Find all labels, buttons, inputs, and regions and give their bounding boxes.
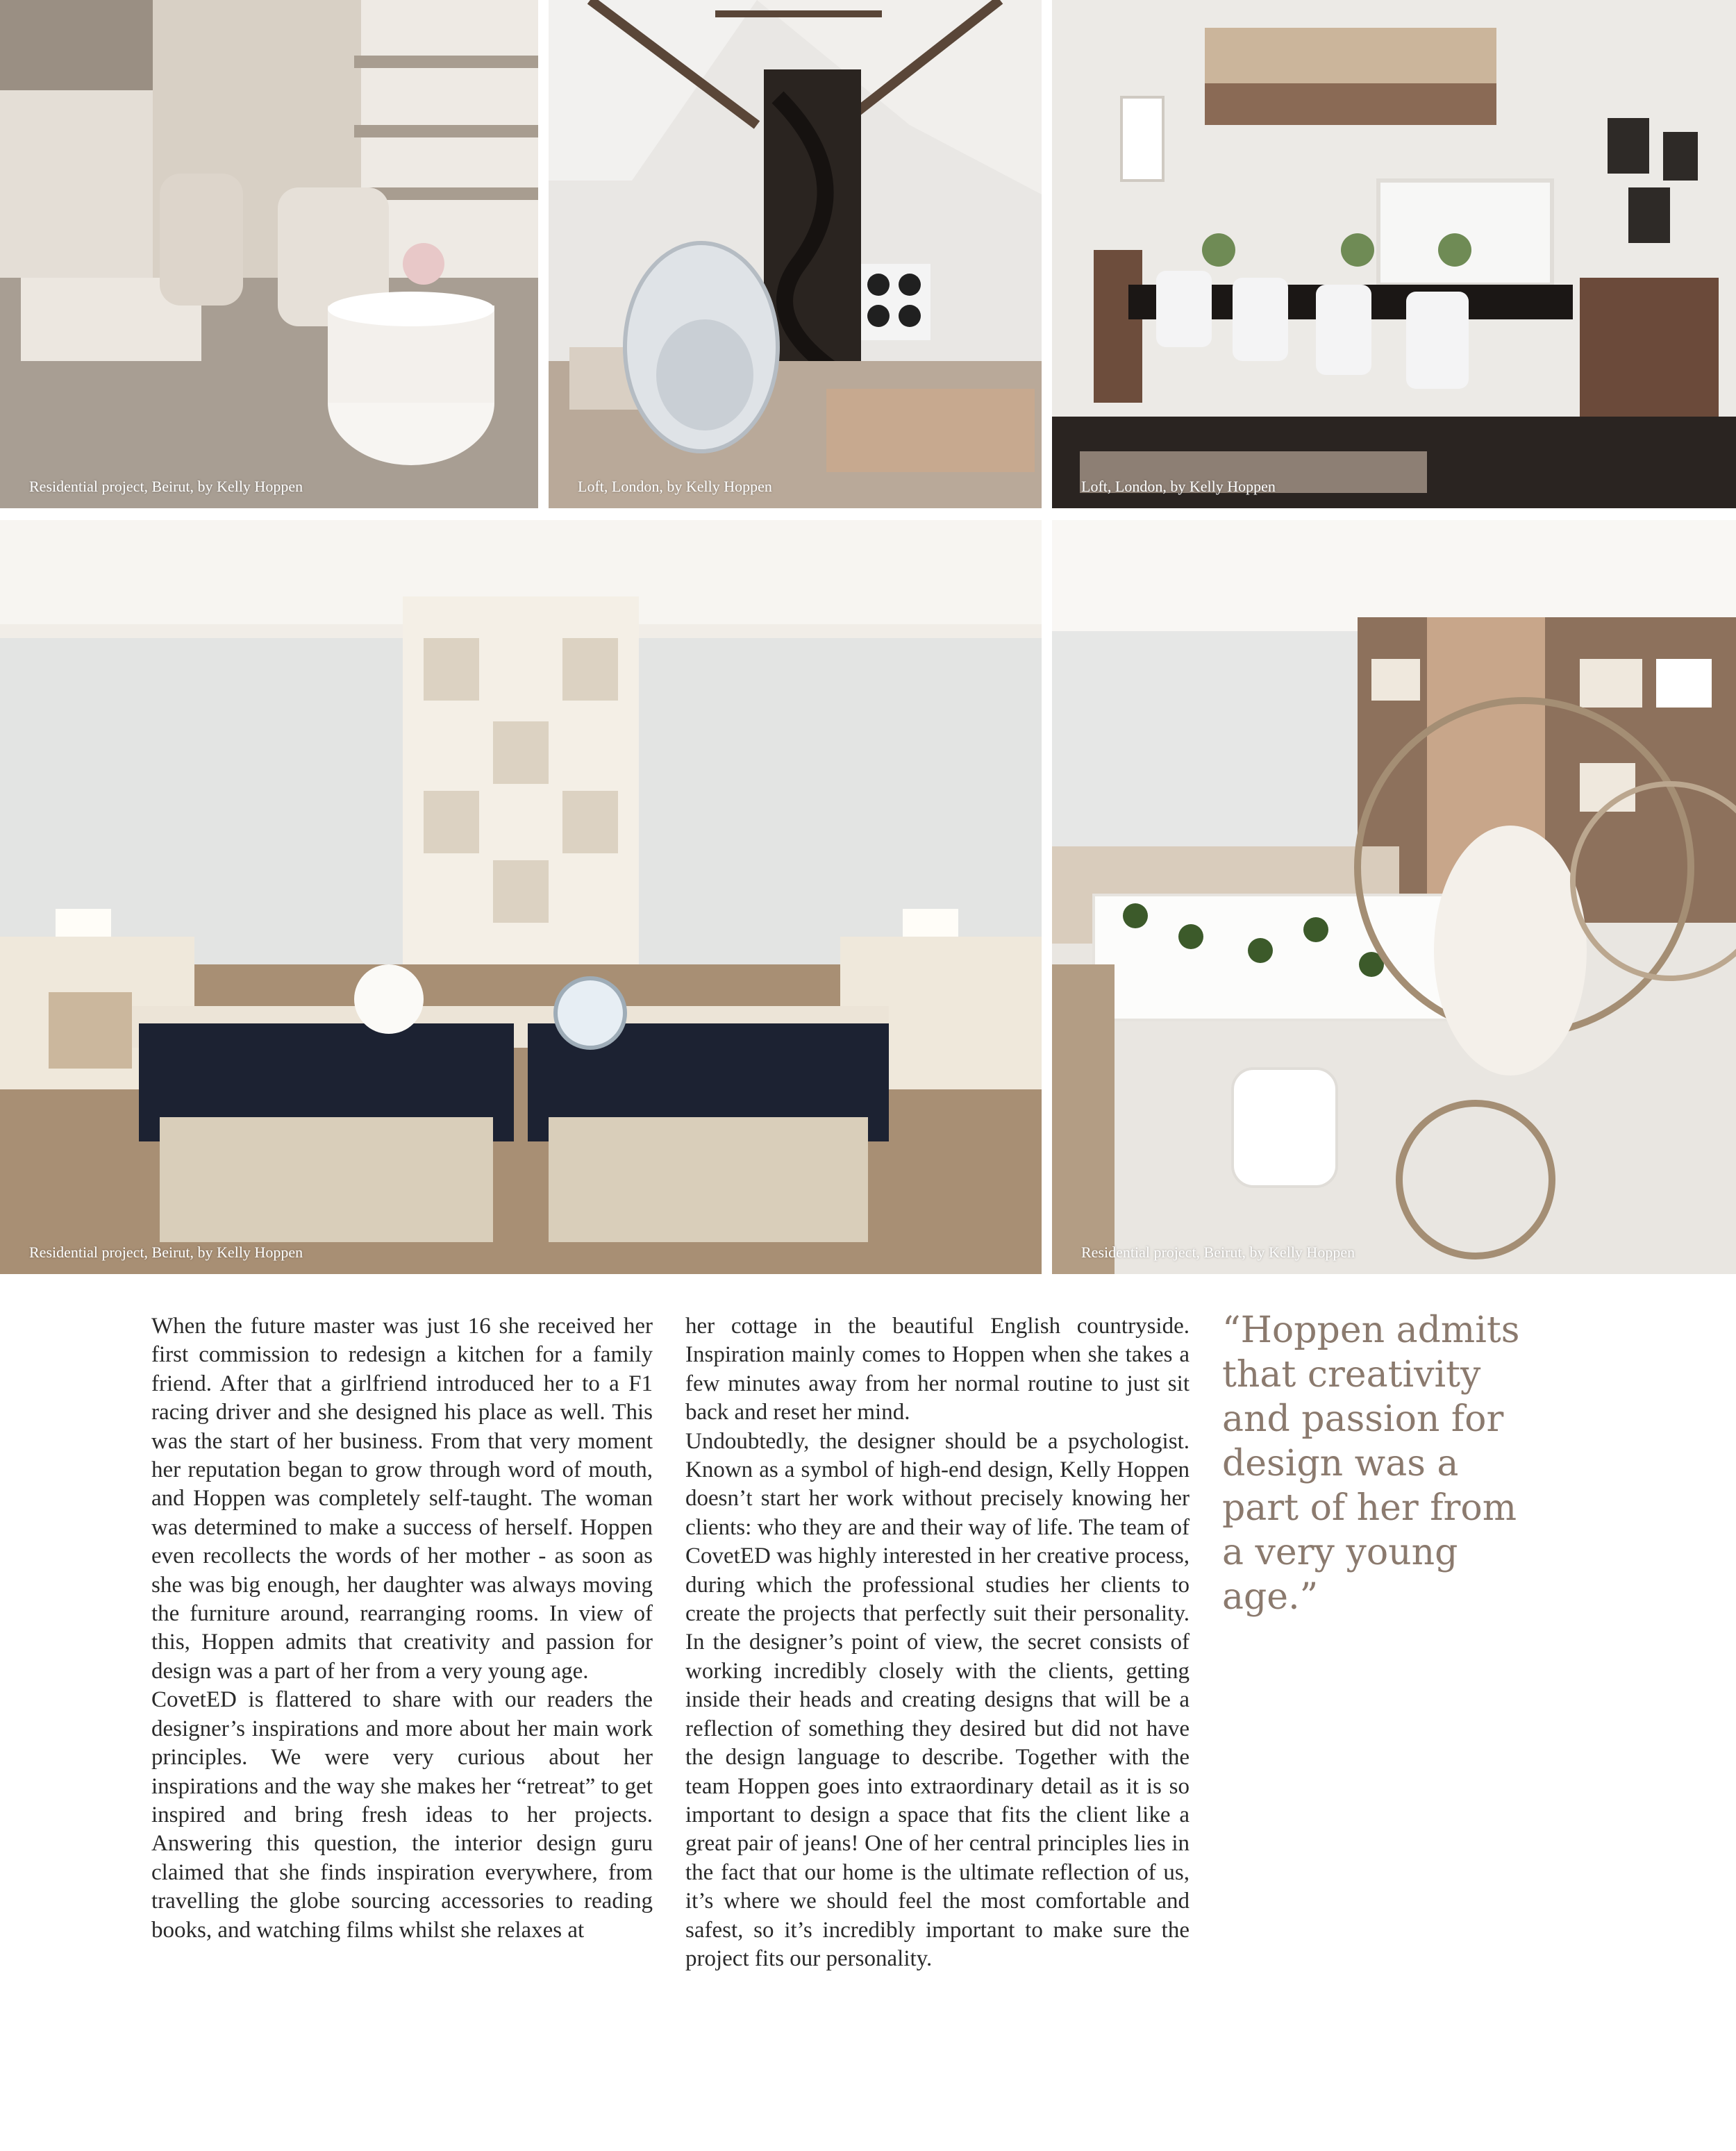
photo-loft-london-2 [1052, 0, 1736, 508]
article-column-1 [151, 1312, 653, 1945]
photo-caption: Loft, London, by Kelly Hoppen [578, 478, 772, 495]
dining-room-image [1052, 0, 1736, 508]
photo-caption: Residential project, Beirut, by Kelly Hoppen [29, 478, 303, 495]
photo-residential-beirut-2 [0, 520, 1042, 1274]
loft-staircase-image [549, 0, 1042, 508]
photo-caption: Residential project, Beirut, by Kelly Hoppen [29, 1244, 303, 1261]
pull-quote: “Hoppen admits that creativity and passion for design was a part of her from a very young age.” [1222, 1309, 1520, 1618]
article-paragraph: When the future master was just 16 she received her first commission to redesign a kitchen for a family friend. After that a girlfriend introduced her to a F1 racing driver and she designed his place as well. This was the start of her business. From that very moment her reputation began to grow through word of mouth, and Hoppen was completely self-taught. The woman was determined to make a success of herself. Hoppen even recollects the words of her mother - as soon as she was big enough, her daughter was always moving the furniture around, rearranging rooms. In view of this, Hoppen admits that creativity and passion for design was a part of her from a very young age. [151, 1314, 653, 1684]
large-living-room-image [0, 520, 1042, 1274]
photo-loft-london-1 [549, 0, 1042, 508]
photo-caption: Residential project, Beirut, by Kelly Hoppen [1081, 1244, 1355, 1261]
article-paragraph: Undoubtedly, the designer should be a psychologist. Known as a symbol of high-end design, Kelly Hoppen doesn’t start her work without precisely knowing her clients: who they are and their way of life. The team of CovetED was highly interested in her creative process, during which the professional studies her clients to create the projects that perfectly suit their personality. In the designer’s point of view, the secret consists of working incredibly closely with the clients, getting inside their heads and creating designs that will be a reflection of something they desired but did not have the design language to describe. Together with the team Hoppen goes into extraordinary detail as it is so important to design a space that fits the client like a great pair of jeans! One of her central principles lies in the fact that our home is the ultimate reflection of us, it’s where we should feel the most comfortable and safest, so it’s incredibly important to make sure the project fits our personality. [685, 1428, 1190, 1971]
photo-caption: Loft, London, by Kelly Hoppen [1081, 478, 1276, 495]
photo-residential-beirut-1 [0, 0, 538, 508]
article-paragraph: her cottage in the beautiful English countryside. Inspiration mainly comes to Hoppen when she takes a few minutes away from her normal routine to just sit back and reset her mind. [685, 1314, 1190, 1425]
article-paragraph: CovetED is flattered to share with our readers the designer’s inspirations and more about her main work principles. We were very curious about her inspirations and the way she makes her “retreat” to get inspired and bring fresh ideas to her projects. Answering this question, the interior design guru claimed that she finds inspiration everywhere, from travelling the globe sourcing accessories to reading books, and watching films whilst she relaxes at [151, 1687, 653, 1943]
bubble-chair-room-image [1052, 520, 1736, 1274]
article-column-2 [685, 1312, 1190, 1973]
photo-residential-beirut-3 [1052, 520, 1736, 1274]
living-room-image [0, 0, 538, 508]
